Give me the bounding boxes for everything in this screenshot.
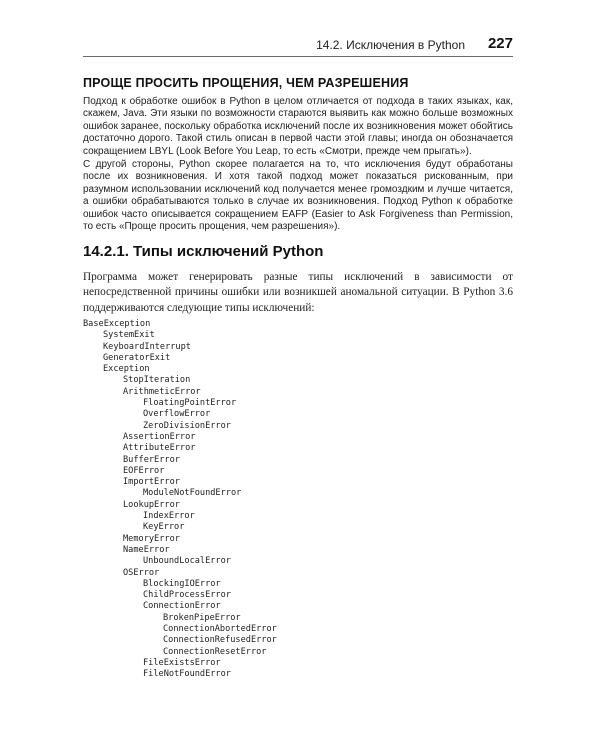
exception-entry: AttributeError — [123, 443, 196, 454]
exception-entry: StopIteration — [123, 375, 191, 386]
exception-entry: FloatingPointError — [143, 398, 237, 409]
exception-entry: ArithmeticError — [123, 386, 201, 397]
exception-entry: IndexError — [143, 511, 195, 522]
exception-entry: BrokenPipeError — [163, 612, 241, 623]
exception-entry: ImportError — [123, 477, 180, 488]
exception-entry: BufferError — [123, 454, 180, 465]
exception-entry: Exception — [103, 364, 150, 375]
exception-entry: MemoryError — [123, 533, 180, 544]
sidebar-paragraph-1: Подход к обработке ошибок в Python в целом отличается от подхода в таких языках, как, скажем, Java. Эти языки по возможности стараются выявить как можно больше возможных ошибок заранее, поскольку обработка исключений после их возникновения может обойтись достаточно дорого. Такой стиль описан в первой части этой главы; иногда он обозначается сокращением LBYL (Look Before You Leap, то есть «Смотри, прежде чем прыгать»). — [83, 96, 513, 157]
exception-entry: ChildProcessError — [143, 590, 231, 601]
exception-entry: ConnectionError — [143, 601, 221, 612]
exception-entry: UnboundLocalError — [143, 556, 231, 567]
exception-entry: ConnectionResetError — [163, 646, 267, 657]
exception-entry: FileNotFoundError — [143, 669, 231, 680]
exception-entry: OSError — [123, 567, 160, 578]
exception-entry: ZeroDivisionError — [143, 420, 231, 431]
exception-entry: BlockingIOError — [143, 578, 221, 589]
exception-entry: FileExistsError — [143, 657, 221, 668]
exception-hierarchy-listing — [83, 319, 483, 681]
exception-entry: LookupError — [123, 499, 180, 510]
exception-entry: ModuleNotFoundError — [143, 488, 242, 499]
section-intro: Программа может генерировать разные типы исключений в зависимости от непосредственной причины ошибки или возникшей аномальной ситуации. В Python 3.6 поддерживаются следующие типы исключений: — [83, 271, 513, 314]
running-header — [83, 36, 513, 57]
exception-entry: KeyError — [143, 522, 185, 533]
exception-entry: OverflowError — [143, 409, 211, 420]
running-header-section: 14.2. Исключения в Python — [316, 38, 465, 52]
exception-entry: GeneratorExit — [103, 352, 171, 363]
page-number: 227 — [487, 35, 513, 52]
exception-entry: AssertionError — [123, 431, 196, 442]
exception-entry: NameError — [123, 544, 170, 555]
sidebar-paragraph-2: С другой стороны, Python скорее полагается на то, что исключения будут обработаны после их возникновения. И хотя такой подход может показаться рискованным, при разумном использовании исключений код получается менее громоздким и лучше читается, а ошибки обрабатываются только в случае их возникновения. Подход Python к обработке ошибок часто описывается сокращением EAFP (Easier to Ask Forgiveness than Permission, то есть «Проще просить прощения, чем разрешения»). — [83, 159, 513, 233]
exception-entry: ConnectionAbortedError — [163, 624, 277, 635]
exception-entry: EOFError — [123, 465, 165, 476]
sidebar-title: ПРОЩЕ ПРОСИТЬ ПРОЩЕНИЯ, ЧЕМ РАЗРЕШЕНИЯ — [83, 76, 409, 90]
section-heading: 14.2.1. Типы исключений Python — [83, 243, 324, 260]
exception-entry: ConnectionRefusedError — [163, 635, 277, 646]
exception-entry: SystemExit — [103, 330, 155, 341]
exception-entry: KeyboardInterrupt — [103, 341, 191, 352]
exception-entry: BaseException — [83, 319, 151, 329]
